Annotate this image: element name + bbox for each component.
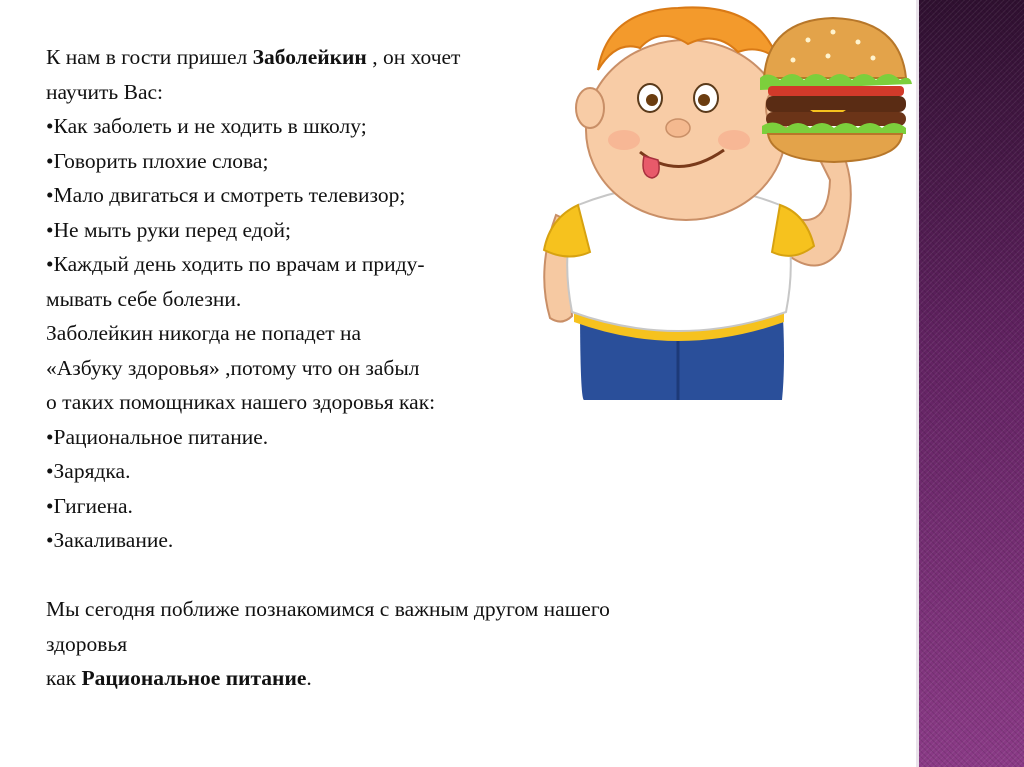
bullet-item: •Мало двигаться и смотреть телевизор; (46, 183, 406, 207)
text-line: научить Вас: (46, 79, 164, 104)
bullet-item: •Зарядка. (46, 459, 131, 483)
text-line: «Азбуку здоровья» ,потому что он забыл (46, 355, 420, 380)
text-line: о таких помощниках нашего здоровья как: (46, 390, 436, 414)
conclusion-line: Мы сегодня поближе познакомимся с важным другом нашего (46, 597, 610, 621)
intro-line: К нам в гости пришел Заболейкин , он хочет (46, 45, 461, 69)
text-line: Заболейкин никогда не попадет на (46, 321, 362, 345)
text-line: мывать себе болезни. (46, 286, 242, 311)
bullet-item: •Рациональное питание. (46, 424, 269, 449)
slide-text (46, 40, 846, 696)
bullet-item: •Гигиена. (46, 493, 133, 518)
bullet-item: •Каждый день ходить по врачам и приду- (46, 252, 425, 276)
paragraph-gap (46, 558, 846, 593)
topic-highlight: Рациональное питание (81, 666, 307, 690)
conclusion-line: здоровья (46, 631, 128, 656)
bullet-item: •Не мыть руки перед едой; (46, 217, 291, 242)
bullet-item: •Закаливание. (46, 528, 174, 552)
decorative-sidebar (916, 0, 1024, 767)
bullet-item: •Как заболеть и не ходить в школу; (46, 114, 367, 138)
bullet-item: •Говорить плохие слова; (46, 148, 269, 173)
conclusion-line: как Рациональное питание. (46, 666, 312, 690)
character-name: Заболейкин (252, 45, 367, 69)
